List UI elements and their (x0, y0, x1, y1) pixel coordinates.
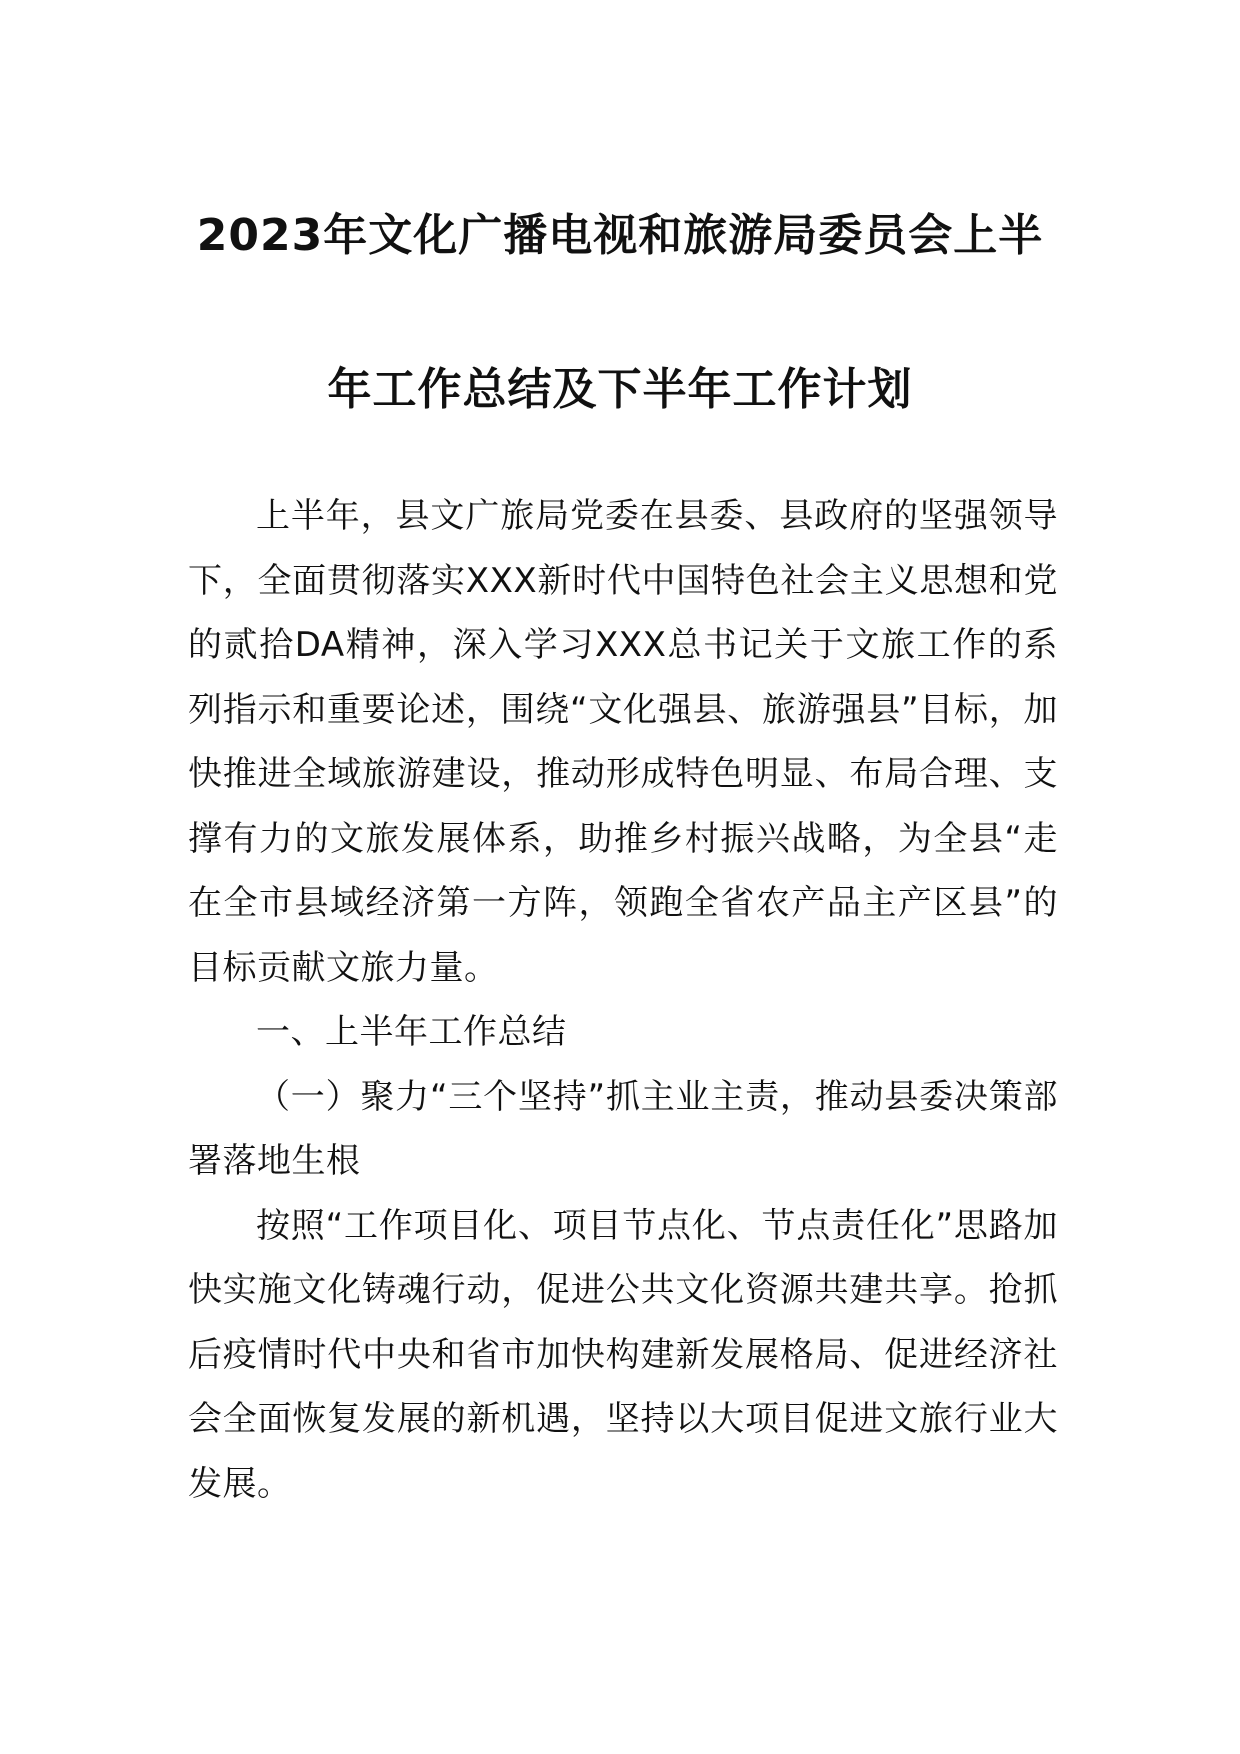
section-heading: 一、上半年工作总结 (256, 1012, 567, 1052)
document-body (188, 484, 1058, 1516)
intro-paragraph: 上半年，县文广旅局党委在县委、县政府的坚强领导下，全面贯彻落实XXX新时代中国特色社会主义思想和党的贰拾DA精神，深入学习XXX总书记关于文旅工作的系列指示和重要论述，围绕“文化强县、旅游强县”目标，加快推进全域旅游建设，推动形成特色明显、布局合理、支撑有力的文旅发展体系，助推乡村振兴战略，为全县“走在全市县域经济第一方阵，领跑全省农产品主产区县”的目标贡献文旅力量。 (188, 496, 1058, 988)
subsection-heading: （一）聚力“三个坚持”抓主业主责，推动县委决策部署落地生根 (188, 1076, 1058, 1181)
document-title-line-2: 年工作总结及下半年工作计划 (327, 364, 913, 415)
document-title-line-1: 2023年文化广播电视和旅游局委员会上半 (196, 210, 1044, 261)
body-paragraph: 按照“工作项目化、项目节点化、节点责任化”思路加快实施文化铸魂行动，促进公共文化资源共建共享。抢抓后疫情时代中央和省市加快构建新发展格局、促进经济社会全面恢复发展的新机遇，坚持以大项目促进文旅行业大发展。 (188, 1205, 1058, 1504)
